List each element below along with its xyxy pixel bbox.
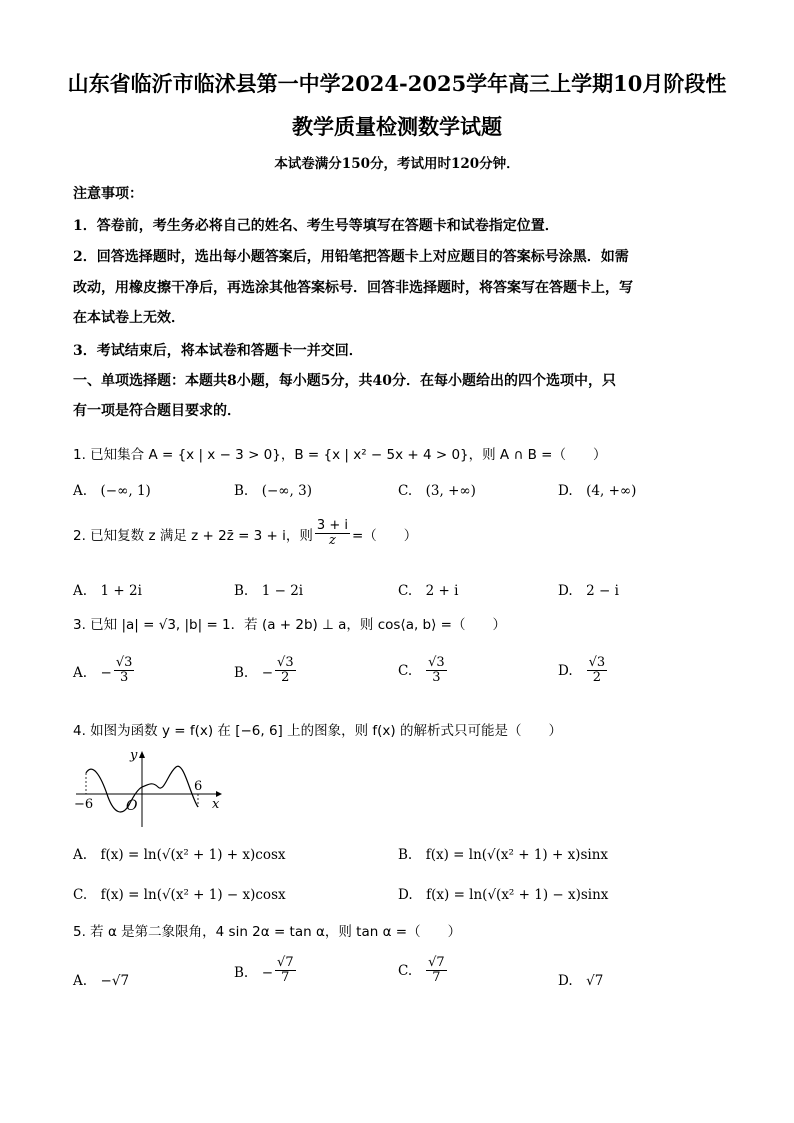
question-2-stem bbox=[73, 519, 417, 549]
q3-d-num: √3 bbox=[588, 655, 606, 670]
q3-c-label: C. bbox=[398, 662, 413, 679]
q3-b-num: √3 bbox=[277, 655, 294, 670]
q4-function-graph bbox=[72, 745, 232, 830]
q5-b-frac bbox=[275, 956, 296, 986]
q1-option-a: A. (−∞, 1) bbox=[73, 483, 151, 499]
q5-option-d: D. √7 bbox=[558, 973, 604, 989]
title-line-2: 教学质量检测数学试题 bbox=[292, 114, 502, 139]
subtitle: 本试卷满分150分，考试用时120分钟． bbox=[274, 156, 520, 172]
q2-option-b: B. 1 − 2i bbox=[234, 583, 304, 599]
q2-fraction bbox=[315, 519, 350, 549]
notice-item-1: 1．答卷前，考生务必将自己的姓名、考生号等填写在答题卡和试卷指定位置． bbox=[73, 218, 559, 234]
question-1-stem: 1. 已知集合 A = {x | x − 3 > 0}，B = {x | x² − 5x + 4 > 0}，则 A ∩ B =（ ） bbox=[73, 447, 607, 463]
q2-frac-den: z bbox=[329, 533, 336, 549]
q3-d-den: 2 bbox=[592, 670, 602, 686]
q3-c-frac bbox=[426, 656, 447, 686]
q5-c-num: √7 bbox=[428, 955, 445, 970]
question-3-stem: 3. 已知 |a| = √3, |b| = 1．若 (a + 2b) ⊥ a，则 cos⟨a, b⟩ =（ ） bbox=[73, 617, 506, 633]
q4-option-a: A. f(x) = ln(√(x² + 1) + x)cosx bbox=[73, 847, 286, 863]
q3-option-d bbox=[558, 656, 609, 686]
q5-option-a: A. −√7 bbox=[73, 973, 130, 989]
q5-c-label: C. bbox=[398, 962, 413, 979]
q5-b-den: 7 bbox=[281, 970, 290, 986]
q5-c-frac bbox=[426, 956, 447, 986]
x-axis-label: x bbox=[212, 797, 220, 812]
q3-b-frac bbox=[275, 656, 296, 686]
origin-label: O bbox=[126, 798, 138, 814]
q2-option-a: A. 1 + 2i bbox=[73, 583, 142, 599]
title-line-1: 山东省临沂市临沭县第一中学2024-2025学年高三上学期10月阶段性 bbox=[67, 71, 727, 96]
q3-a-frac bbox=[114, 656, 135, 686]
y-axis-label: y bbox=[130, 748, 138, 763]
q1-option-d: D. (4, +∞) bbox=[558, 483, 637, 499]
notice-item-2-line-3: 在本试卷上无效． bbox=[73, 310, 185, 326]
notice-item-2-line-2: 改动，用橡皮擦干净后，再选涂其他答案标号．回答非选择题时，将答案写在答题卡上，写 bbox=[73, 280, 633, 296]
section-1-line-1: 一、单项选择题：本题共8小题，每小题5分，共40分．在每小题给出的四个选项中，只 bbox=[73, 373, 616, 389]
q3-option-b bbox=[234, 656, 298, 686]
q3-b-den: 2 bbox=[281, 670, 290, 686]
notice-heading: 注意事项： bbox=[73, 186, 143, 202]
q3-a-label: A. − bbox=[73, 664, 112, 681]
neg-6-label: −6 bbox=[74, 797, 94, 812]
q1-option-c: C. (3, +∞) bbox=[398, 483, 476, 499]
q2-stem-pre: 2. 已知复数 z 满足 z + 2z̄ = 3 + i，则 bbox=[73, 527, 313, 544]
q3-b-label: B. − bbox=[234, 664, 274, 681]
q5-b-num: √7 bbox=[277, 955, 294, 970]
q3-d-frac bbox=[587, 656, 608, 686]
q3-option-a bbox=[73, 656, 136, 686]
notice-item-2-line-1: 2．回答选择题时，选出每小题答案后，用铅笔把答题卡上对应题目的答案标号涂黑．如需 bbox=[73, 249, 629, 265]
q1-option-b: B. (−∞, 3) bbox=[234, 483, 312, 499]
notice-item-3: 3．考试结束后，将本试卷和答题卡一并交回． bbox=[73, 343, 363, 359]
q2-option-d: D. 2 − i bbox=[558, 583, 619, 599]
q4-option-c: C. f(x) = ln(√(x² + 1) − x)cosx bbox=[73, 887, 286, 903]
q5-option-b bbox=[234, 956, 298, 986]
q4-option-b: B. f(x) = ln(√(x² + 1) + x)sinx bbox=[398, 847, 609, 863]
q5-option-c bbox=[398, 956, 449, 986]
q5-c-den: 7 bbox=[432, 970, 441, 986]
q3-c-num: √3 bbox=[428, 655, 445, 670]
y-axis-arrow bbox=[139, 751, 145, 758]
q3-c-den: 3 bbox=[432, 670, 441, 686]
q5-b-label: B. − bbox=[234, 964, 274, 981]
q3-a-den: 3 bbox=[120, 670, 129, 686]
section-1-line-2: 有一项是符合题目要求的． bbox=[73, 403, 241, 419]
q2-option-c: C. 2 + i bbox=[398, 583, 459, 599]
q3-d-label: D. bbox=[558, 662, 573, 679]
question-4-stem: 4. 如图为函数 y = f(x) 在 [−6, 6] 上的图象，则 f(x) 的解析式只可能是（ ） bbox=[73, 723, 562, 739]
question-5-stem: 5. 若 α 是第二象限角，4 sin 2α = tan α，则 tan α =（ ） bbox=[73, 924, 462, 940]
q4-option-d: D. f(x) = ln(√(x² + 1) − x)sinx bbox=[398, 887, 609, 903]
pos-6-label: 6 bbox=[194, 779, 203, 794]
q2-frac-num: 3 + i bbox=[316, 518, 348, 533]
q3-option-c bbox=[398, 656, 449, 686]
q2-stem-post: =（ ） bbox=[351, 527, 418, 544]
q3-a-num: √3 bbox=[115, 655, 133, 670]
